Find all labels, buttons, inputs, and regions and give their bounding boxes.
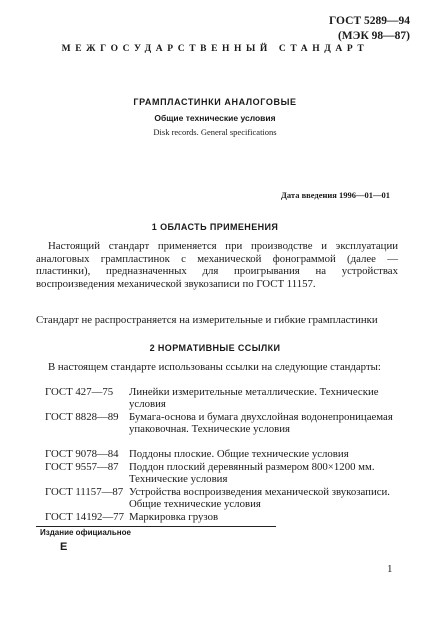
- page-number: 1: [387, 563, 393, 575]
- reference-text: Поддоны плоские. Общие технические условия: [129, 448, 349, 460]
- standard-type-banner: МЕЖГОСУДАРСТВЕННЫЙ СТАНДАРТ: [61, 44, 369, 54]
- reference-text: Устройства воспроизведения механической звукозаписи. Общие технические условия: [129, 486, 390, 511]
- reference-text: Бумага-основа и бумага двухслойная водонепроницаемая упаковочная. Технические условия: [129, 411, 393, 436]
- iec-number: (МЭК 98—87): [337, 30, 410, 42]
- document-title: ГРАМПЛАСТИНКИ АНАЛОГОВЫЕ: [133, 97, 297, 107]
- edition-letter: Е: [60, 541, 68, 553]
- reference-text: Маркировка грузов: [129, 511, 219, 523]
- reference-code: ГОСТ 8828—89: [45, 411, 119, 423]
- introduction-date: Дата введения 1996—01—01: [281, 190, 390, 200]
- section-heading-scope: 1 ОБЛАСТЬ ПРИМЕНЕНИЯ: [151, 222, 279, 232]
- reference-code: ГОСТ 14192—77: [45, 511, 124, 523]
- reference-code: ГОСТ 427—75: [45, 386, 114, 398]
- document-subtitle: Общие технические условия: [154, 113, 276, 123]
- references-intro: В настоящем стандарте использованы ссылки на следующие стандарты:: [48, 361, 381, 373]
- reference-code: ГОСТ 11157—87: [45, 486, 124, 498]
- reference-text: Линейки измерительные металлические. Технические условия: [129, 386, 379, 411]
- scope-paragraph: Настоящий стандарт применяется при производстве и эксплуатации аналоговых грампластинок с механической фонограммой (далее — пластинки), предназначенных для проигрывания на устройствах воспроизведения механической звукозаписи по ГОСТ 11157.: [36, 240, 398, 290]
- section-heading-references: 2 НОРМАТИВНЫЕ ССЫЛКИ: [149, 343, 281, 353]
- footer-divider: [36, 526, 276, 527]
- scope-exclusion-paragraph: Стандарт не распространяется на измерительные и гибкие грампластинки: [36, 314, 378, 326]
- gost-designation: [329, 14, 410, 44]
- reference-text: Поддон плоский деревянный размером 800×1200 мм. Технические условия: [129, 461, 375, 486]
- edition-note: Издание официальное: [40, 528, 131, 537]
- document-english-title: Disk records. General specifications: [153, 127, 277, 137]
- reference-code: ГОСТ 9557—87: [45, 461, 119, 473]
- gost-number: ГОСТ 5289—94: [329, 15, 410, 27]
- reference-code: ГОСТ 9078—84: [45, 448, 119, 460]
